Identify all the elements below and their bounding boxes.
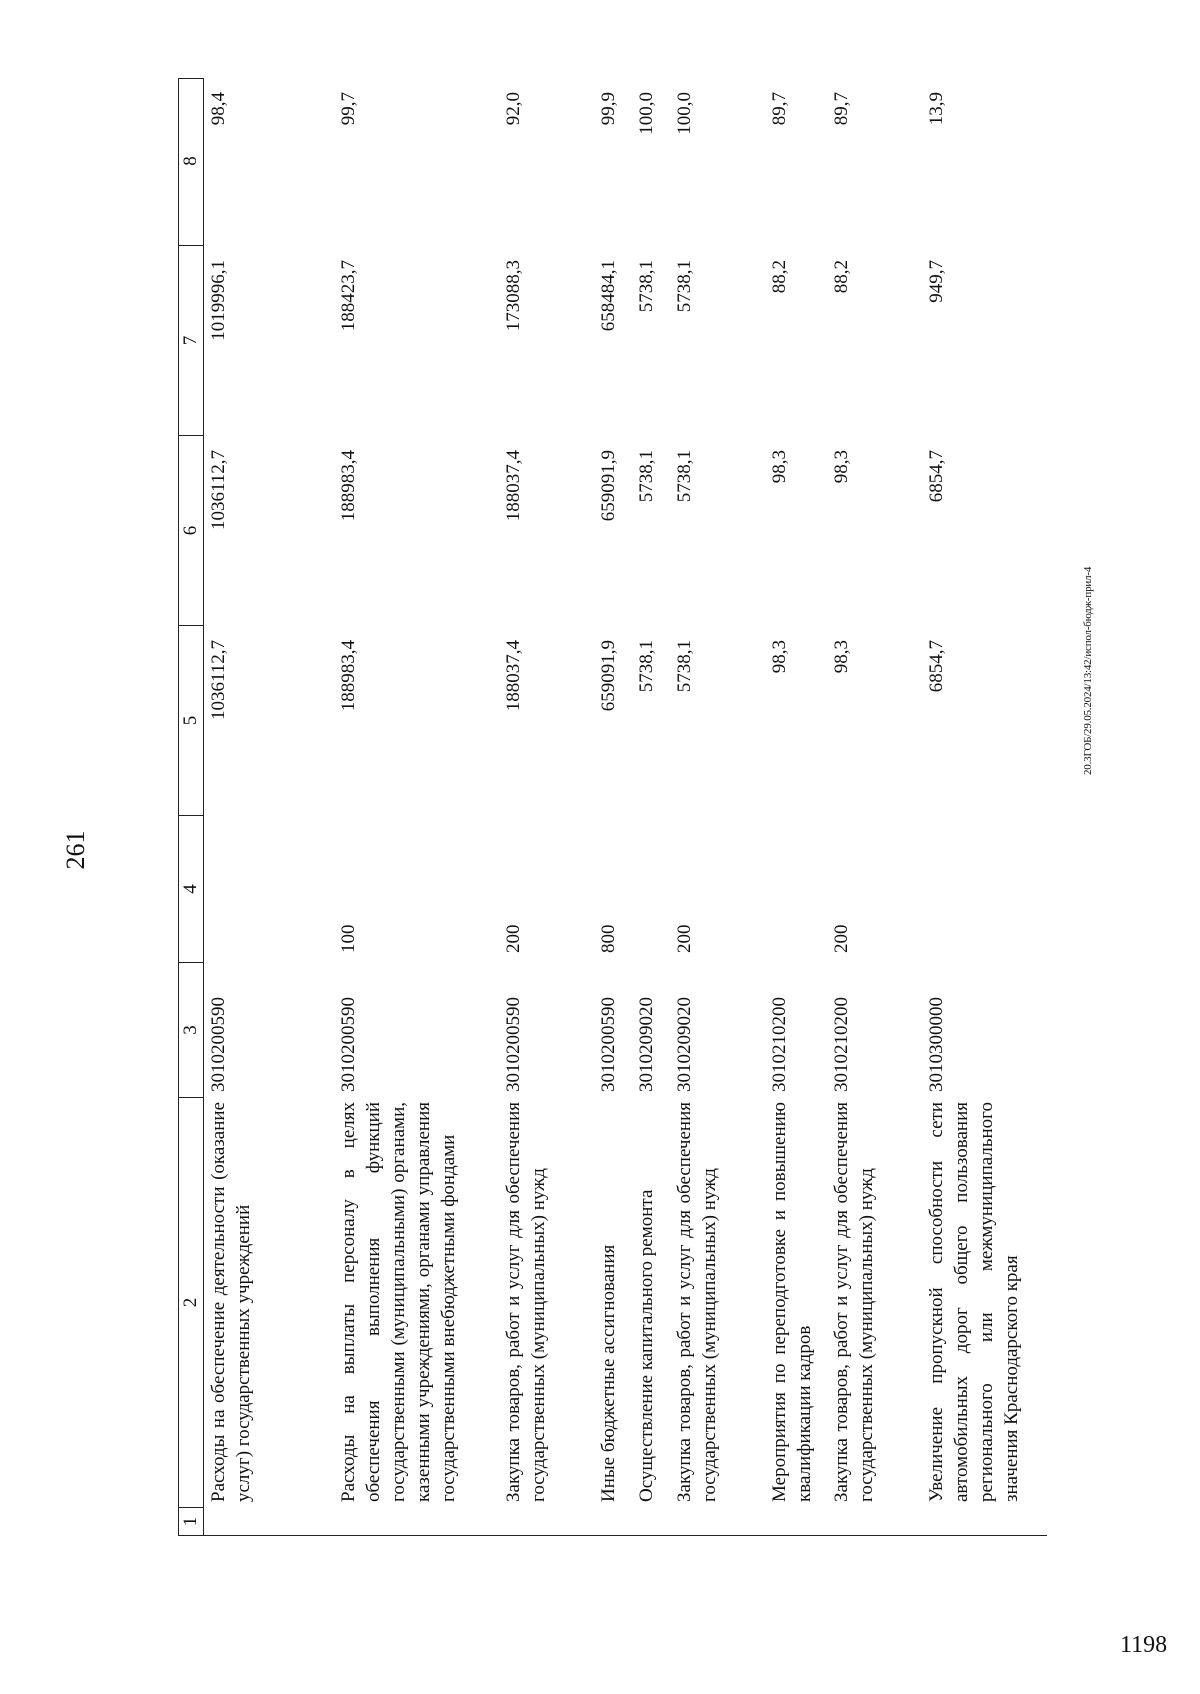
table-row: [204, 78, 334, 1536]
table-row: [334, 78, 499, 1536]
row-code: 3010200590: [598, 997, 619, 1092]
row-name: Расходы на выплаты персоналу в целях обеспечения выполнения функций государственными (муниципальными) органами, казенными учреждениями, органами управления государственными внебюджетными фондами: [338, 1102, 459, 1502]
row-name: Закупка товаров, работ и услуг для обеспечения государственных (муниципальных) нужд: [503, 1102, 549, 1502]
header-col-3: 3: [179, 962, 203, 1097]
row-value-5: 188037,4: [503, 640, 524, 712]
row-type: [632, 816, 670, 963]
row-value-8: 100,0: [674, 92, 695, 135]
table-row: [499, 78, 594, 1536]
row-type: 100: [338, 924, 359, 953]
row-value-5: 5738,1: [636, 640, 657, 693]
row-value-7: 5738,1: [674, 260, 695, 313]
row-value-6: 98,3: [831, 450, 852, 484]
row-value-6: 6854,7: [926, 450, 947, 503]
row-value-6: 1036112,7: [208, 450, 229, 531]
row-col-1: [334, 1508, 499, 1536]
row-value-8: 89,7: [831, 92, 852, 126]
row-value-8: 98,4: [208, 92, 229, 126]
row-type: 800: [598, 924, 619, 953]
header-col-6: 6: [179, 435, 203, 625]
header-col-2: 2: [179, 1097, 203, 1507]
header-col-5: 5: [179, 625, 203, 815]
budget-table: [178, 78, 1022, 1536]
row-col-1: [922, 1508, 1047, 1536]
row-type: [204, 816, 334, 963]
row-code: 3010209020: [636, 997, 657, 1092]
row-col-1: [670, 1508, 765, 1536]
row-value-8: 89,7: [769, 92, 790, 126]
row-value-8: 100,0: [636, 92, 657, 135]
row-type: [922, 816, 1047, 963]
row-col-1: [827, 1508, 922, 1536]
table-row: [922, 78, 1047, 1536]
table-header-row: [178, 78, 204, 1536]
table-row: [594, 78, 632, 1536]
row-value-6: 98,3: [769, 450, 790, 484]
row-name: Увеличение пропускной способности сети автомобильных дорог общего пользования регионального или межмуниципального значения Краснодарского края: [926, 1102, 1022, 1502]
row-value-7: 88,2: [769, 260, 790, 294]
row-value-7: 5738,1: [636, 260, 657, 313]
row-col-1: [765, 1508, 827, 1536]
row-value-7: 188423,7: [338, 260, 359, 332]
row-name: Осуществление капитального ремонта: [636, 1189, 657, 1502]
row-value-6: 188037,4: [503, 450, 524, 522]
row-value-5: 5738,1: [674, 640, 695, 693]
row-code: 3010200590: [208, 997, 229, 1092]
row-type: [765, 816, 827, 963]
row-value-5: 98,3: [831, 640, 852, 674]
row-code: 3010300000: [926, 997, 947, 1092]
header-col-1: 1: [179, 1507, 203, 1535]
table-row: [632, 78, 670, 1536]
row-col-1: [204, 1508, 334, 1536]
row-value-5: 6854,7: [926, 640, 947, 693]
table-row: [765, 78, 827, 1536]
document-stamp: 20.3ГОБ/29.05.2024/13:42/испол-бюдж-прил-4: [1082, 566, 1094, 775]
row-col-1: [594, 1508, 632, 1536]
row-type: 200: [503, 924, 524, 953]
row-code: 3010210200: [831, 997, 852, 1092]
row-name: Закупка товаров, работ и услуг для обеспечения государственных (муниципальных) нужд: [831, 1102, 877, 1502]
row-code: 3010200590: [503, 997, 524, 1092]
row-value-8: 99,9: [598, 92, 619, 126]
header-col-4: 4: [179, 815, 203, 962]
page-number-center: 261: [61, 830, 90, 870]
table-row: [670, 78, 765, 1536]
row-value-7: 88,2: [831, 260, 852, 294]
row-value-5: 98,3: [769, 640, 790, 674]
row-value-7: 1019996,1: [208, 260, 229, 341]
row-value-6: 5738,1: [674, 450, 695, 503]
table-row: [827, 78, 922, 1536]
row-value-7: 173088,3: [503, 260, 524, 332]
row-value-6: 659091,9: [598, 450, 619, 522]
row-value-8: 99,7: [338, 92, 359, 126]
row-type: 200: [831, 924, 852, 953]
row-code: 3010210200: [769, 997, 790, 1092]
row-type: 200: [674, 924, 695, 953]
page-number-footer: 1198: [1120, 1632, 1168, 1658]
row-value-5: 188983,4: [338, 640, 359, 712]
row-value-7: 949,7: [926, 260, 947, 303]
row-value-6: 5738,1: [636, 450, 657, 503]
row-col-1: [499, 1508, 594, 1536]
header-col-7: 7: [179, 245, 203, 435]
header-col-8: 8: [180, 156, 201, 166]
row-value-5: 659091,9: [598, 640, 619, 712]
row-value-8: 92,0: [503, 92, 524, 126]
row-value-7: 658484,1: [598, 260, 619, 332]
row-name: Иные бюджетные ассигнования: [598, 1244, 619, 1502]
row-name: Закупка товаров, работ и услуг для обеспечения государственных (муниципальных) нужд: [674, 1102, 720, 1502]
row-value-8: 13,9: [926, 92, 947, 126]
row-code: 3010209020: [674, 997, 695, 1092]
row-value-5: 1036112,7: [208, 640, 229, 721]
row-value-6: 188983,4: [338, 450, 359, 522]
row-col-1: [632, 1508, 670, 1536]
row-name: Мероприятия по переподготовке и повышению квалификации кадров: [769, 1102, 815, 1502]
row-code: 3010200590: [338, 997, 359, 1092]
row-name: Расходы на обеспечение деятельности (оказание услуг) государственных учреждений: [208, 1102, 254, 1502]
